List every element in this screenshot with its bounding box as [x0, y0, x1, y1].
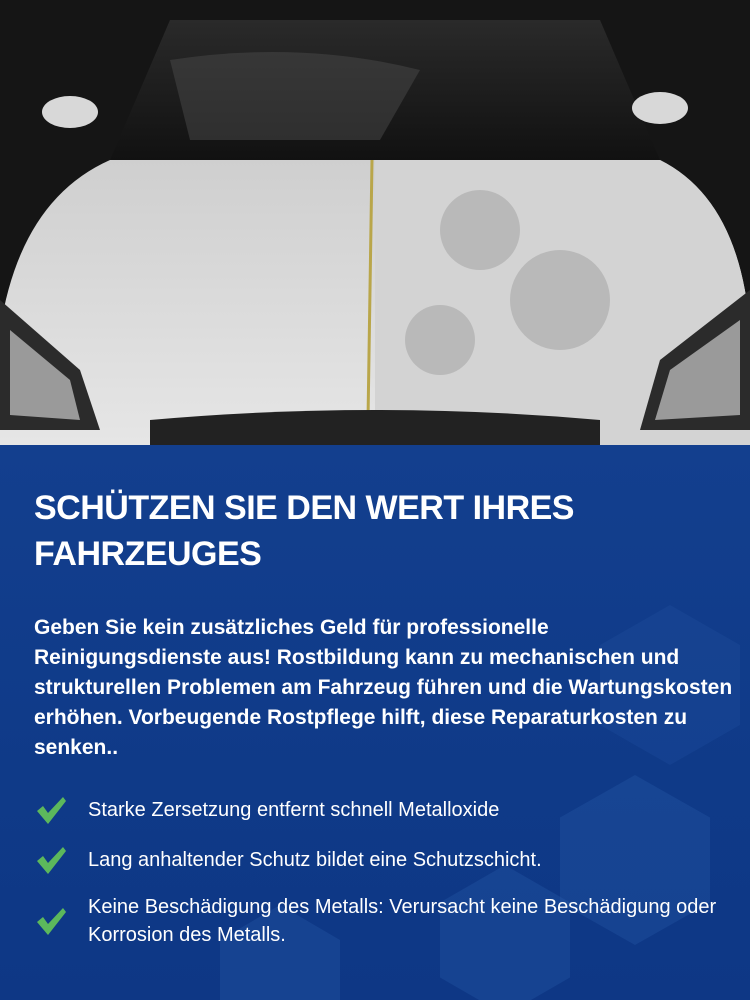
description-text: Geben Sie kein zusätzliches Geld für professionelle Reinigungsdienste aus! Rostbildung kann zu mechanischen und strukturellen Problemen am Fahrzeug führen und die Wartungskosten erhöhen. Vorbeugende Rostpflege hilft, diese Reparaturkosten zu senken..: [34, 616, 733, 759]
check-icon: [34, 904, 68, 938]
feature-text: Starke Zersetzung entfernt schnell Metalloxide: [88, 799, 500, 821]
feature-text: Keine Beschädigung des Metalls: Verursacht keine Beschädigung oder Korrosion des Metalls.: [88, 896, 717, 946]
car-illustration: [0, 0, 750, 445]
feature-text: Lang anhaltender Schutz bildet eine Schutzschicht.: [88, 849, 542, 871]
list-item: [34, 893, 724, 949]
page-title: SCHÜTZEN SIE DEN WERT IHRES FAHRZEUGES: [34, 489, 574, 573]
check-icon: [34, 793, 68, 827]
check-icon: [34, 843, 68, 877]
car-hood-photo: [0, 0, 750, 445]
list-item: [34, 793, 724, 827]
info-panel: [0, 445, 750, 1000]
feature-list: [34, 793, 724, 965]
list-item: [34, 843, 724, 877]
